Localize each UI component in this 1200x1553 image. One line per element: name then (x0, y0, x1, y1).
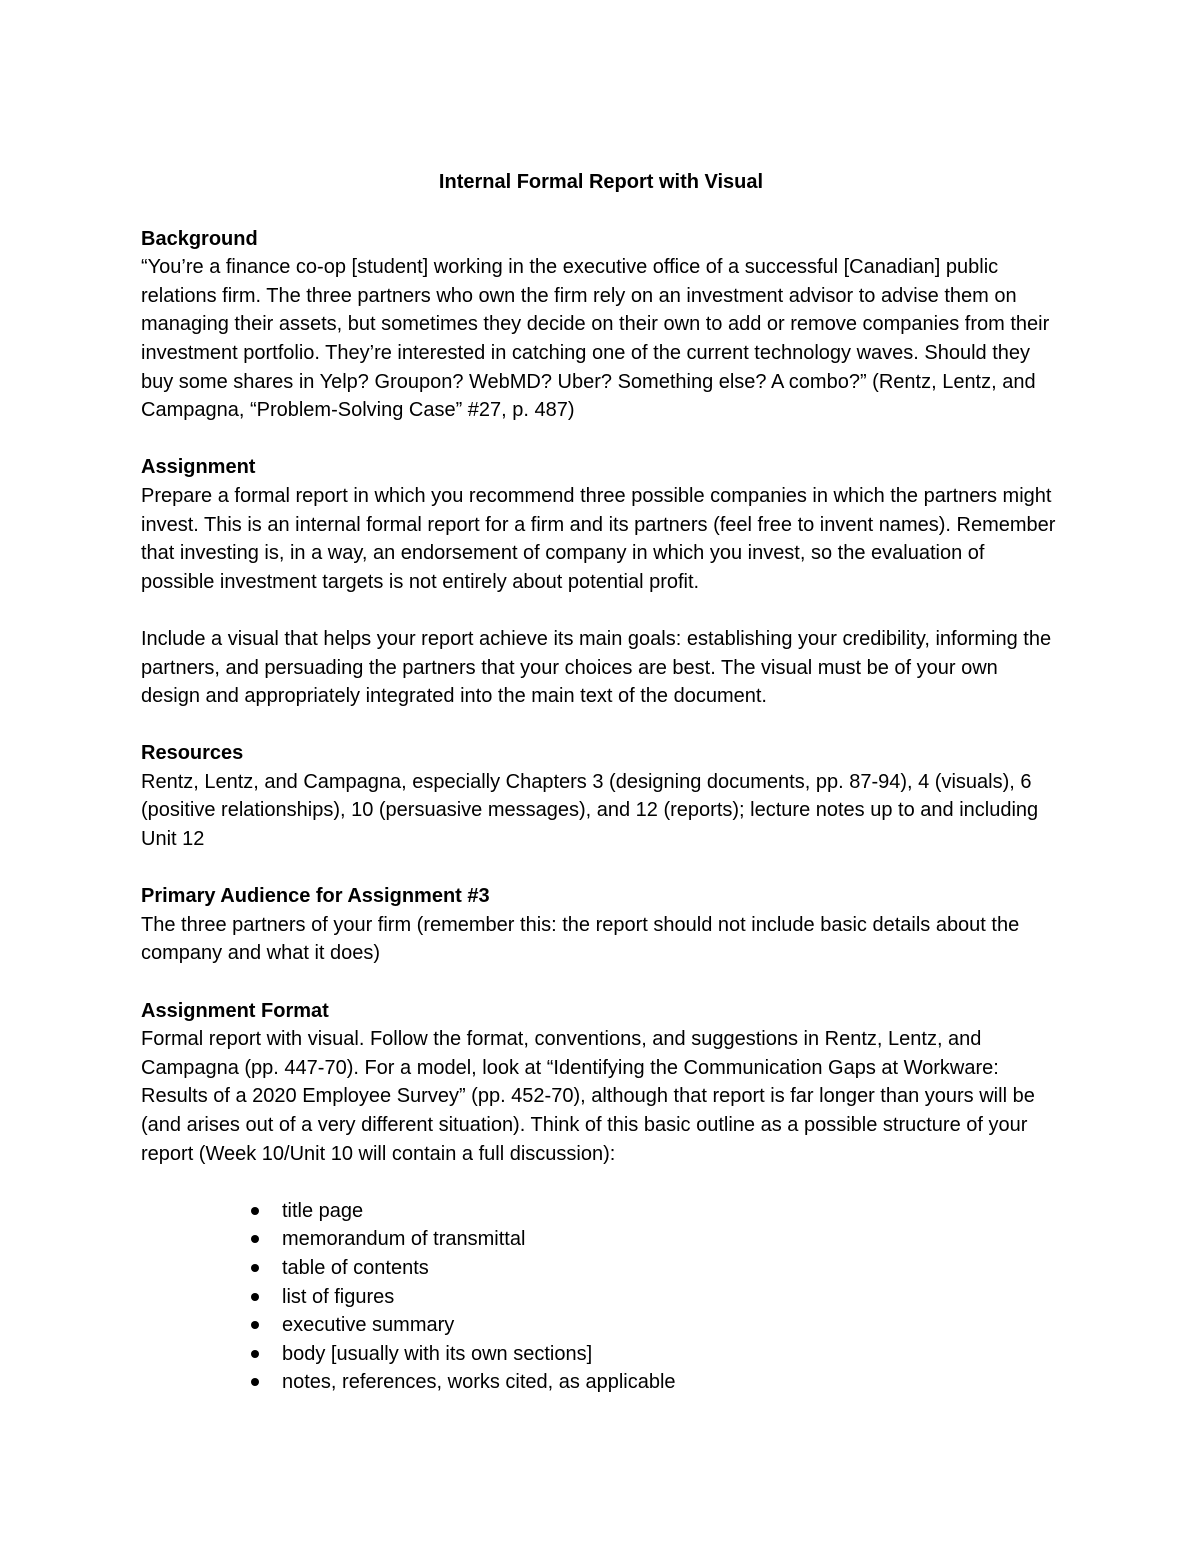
document-page (141, 168, 1061, 1426)
section-heading: Assignment Format (141, 999, 329, 1022)
document-title: Internal Formal Report with Visual (438, 171, 764, 193)
list-item-text: body [usually with its own sections] (282, 1342, 593, 1365)
list-item-text: table of contents (282, 1256, 429, 1279)
list-item (241, 1311, 1061, 1340)
outline-bullet-list (141, 1197, 1061, 1397)
section-paragraph: Prepare a formal report in which you recommend three possible companies in which the partners might invest. This is an internal formal report for a firm and its partners (feel free to invent names). Remember that investing is, in a way, an endorsement of company in which you invest, so the evaluation of possible investment targets is not entirely about potential profit. (141, 484, 1056, 593)
list-item-text: memorandum of transmittal (282, 1228, 526, 1251)
section-assignment (141, 453, 1061, 710)
section-paragraph: Rentz, Lentz, and Campagna, especially Chapters 3 (designing documents, pp. 87-94), 4 (visuals), 6 (positive relationships), 10 (persuasive messages), and 12 (reports); lecture notes up to and including Unit 12 (141, 770, 1039, 851)
list-item (241, 1340, 1061, 1369)
section-heading: Assignment (141, 456, 256, 479)
list-item (241, 1197, 1061, 1226)
section-assignment-format (141, 997, 1061, 1397)
section-paragraph: Include a visual that helps your report achieve its main goals: establishing your credibility, informing the partners, and persuading the partners that your choices are best. The visual must be of your own design and appropriately integrated into the main text of the document. (141, 627, 1052, 708)
bullet-icon (251, 1235, 259, 1243)
section-paragraph: Formal report with visual. Follow the format, conventions, and suggestions in Rentz, Lentz, and Campagna (pp. 447-70). For a model, look at “Identifying the Communication Gaps at Workware: Results of a 2020 Employee Survey” (pp. 452-70), although that report is far longer than yours will be (and arises out of a very different situation). Think of this basic outline as a possible structure of your report (Week 10/Unit 10 will contain a full discussion): (141, 1028, 1035, 1165)
bullet-icon (251, 1264, 259, 1272)
bullet-icon (251, 1350, 259, 1358)
section-resources (141, 739, 1061, 853)
section-paragraph: “You’re a finance co-op [student] working in the executive office of a successful [Canadian] public relations firm. The three partners who own the firm rely on an investment advisor to advise them on managing their assets, but sometimes they decide on their own to add or remove companies from their investment portfolio. They’re interested in catching one of the current technology waves. Should they buy some shares in Yelp? Groupon? WebMD? Uber? Something else? A combo?” (Rentz, Lentz, and Campagna, “Problem-Solving Case” #27, p. 487) (141, 256, 1050, 422)
list-item-text: title page (282, 1199, 364, 1222)
list-item-text: executive summary (282, 1314, 455, 1337)
bullet-icon (251, 1321, 259, 1329)
section-primary-audience (141, 882, 1061, 968)
section-paragraph: The three partners of your firm (remember this: the report should not include basic details about the company and what it does) (141, 913, 1020, 965)
list-item (241, 1254, 1061, 1283)
list-item (241, 1225, 1061, 1254)
list-item (241, 1368, 1061, 1397)
section-background (141, 225, 1061, 425)
section-heading: Resources (141, 742, 244, 765)
list-item-text: list of figures (282, 1285, 395, 1308)
list-item (241, 1283, 1061, 1312)
bullet-icon (251, 1207, 259, 1215)
list-item-text: notes, references, works cited, as applicable (282, 1371, 676, 1394)
bullet-icon (251, 1293, 259, 1301)
section-heading: Primary Audience for Assignment #3 (141, 885, 490, 908)
section-heading: Background (141, 227, 258, 250)
bullet-icon (251, 1378, 259, 1386)
